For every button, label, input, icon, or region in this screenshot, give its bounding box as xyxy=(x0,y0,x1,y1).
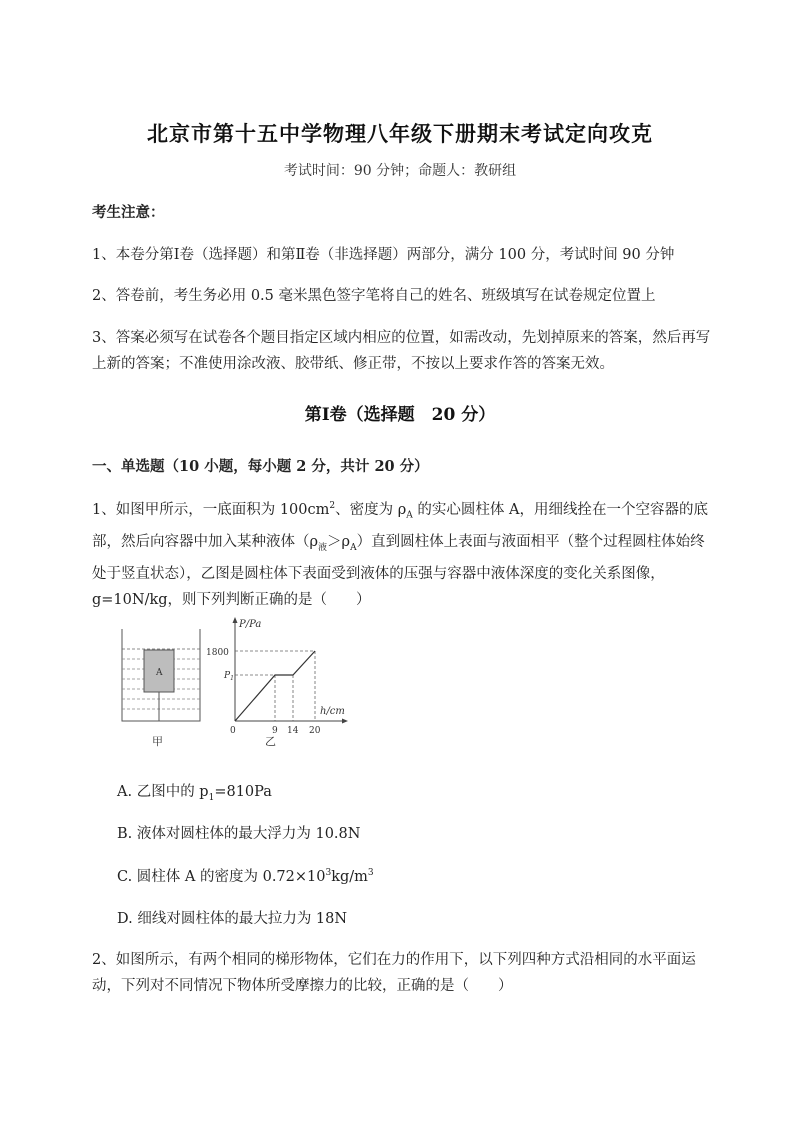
y-axis-label: P/Pa xyxy=(239,619,262,630)
container-figure xyxy=(122,629,200,748)
pressure-depth-graph xyxy=(206,617,348,748)
part-heading: 一、单选题（10 小题，每小题 2 分，共计 20 分） xyxy=(92,458,429,475)
label-jia: 甲 xyxy=(152,735,163,748)
notice-item-2: 2、答卷前，考生务必用 0.5 毫米黑色签字笔将自己的姓名、班级填写在试卷规定位置上 xyxy=(92,288,656,304)
question-2-stem: 2、如图所示，有两个相同的梯形物体，它们在力的作用下，以下列四种方式沿相同的水平面运动，下列对不同情况下物体所受摩擦力的比较，正确的是（ ） xyxy=(92,952,696,994)
option-a[interactable]: A. 乙图中的 $p_1=810Pa$ xyxy=(117,784,272,803)
y-tick-p1: $P_1$ xyxy=(224,671,234,682)
notice-item-3: 3、答案必须写在试卷各个题目指定区域内相应的位置，如需改动，先划掉原来的答案，然后再写上新的答案；不准使用涂改液、胶带纸、修正带，不按以上要求作答的答案无效。 xyxy=(92,330,711,372)
notice-heading: 考生注意： xyxy=(92,204,165,221)
x-tick-20: 20 xyxy=(309,726,321,736)
exam-subtitle: 考试时间：90 分钟；命题人：教研组 xyxy=(283,163,517,179)
y-tick-1800: 1800 xyxy=(206,648,229,658)
option-d[interactable]: D. 细线对圆柱体的最大拉力为 18N xyxy=(117,911,348,927)
label-yi: 乙 xyxy=(265,735,276,748)
x-tick-0: 0 xyxy=(230,726,236,736)
x-tick-9: 9 xyxy=(272,726,278,736)
notice-item-1: 1、本卷分第Ⅰ卷（选择题）和第Ⅱ卷（非选择题）两部分，满分 100 分，考试时间 90 分钟 xyxy=(92,247,675,263)
question-1-figure xyxy=(118,613,358,753)
option-c[interactable]: C. 圆柱体 A 的密度为 $0.72\times 10^3kg/m^3$ xyxy=(117,868,374,885)
section-title: 第Ⅰ卷（选择题 20 分） xyxy=(304,405,496,425)
x-axis-label: h/cm xyxy=(320,706,345,717)
option-b[interactable]: B. 液体对圆柱体的最大浮力为 10.8N xyxy=(117,826,361,842)
exam-title: 北京市第十五中学物理八年级下册期末考试定向攻克 xyxy=(147,121,653,146)
x-tick-14: 14 xyxy=(287,726,299,736)
cylinder-label: A xyxy=(156,668,163,678)
question-1-stem: 1、如图甲所示，一底面积为 $100cm^2$、密度为 $\rho_A$ 的实心圆柱体 A，用细线拴在一个空容器的底部，然后向容器中加入某种液体$(\rho_液>\rho_A)$直到圆柱体上表面与液面相平（整个过程圆柱体始终处于竖直状态），乙图是圆柱体下表面受到液体的压强与容器中液体深度的变化关系图像，g=10N/kg，则下列判断正确的是（ ） xyxy=(92,501,708,608)
